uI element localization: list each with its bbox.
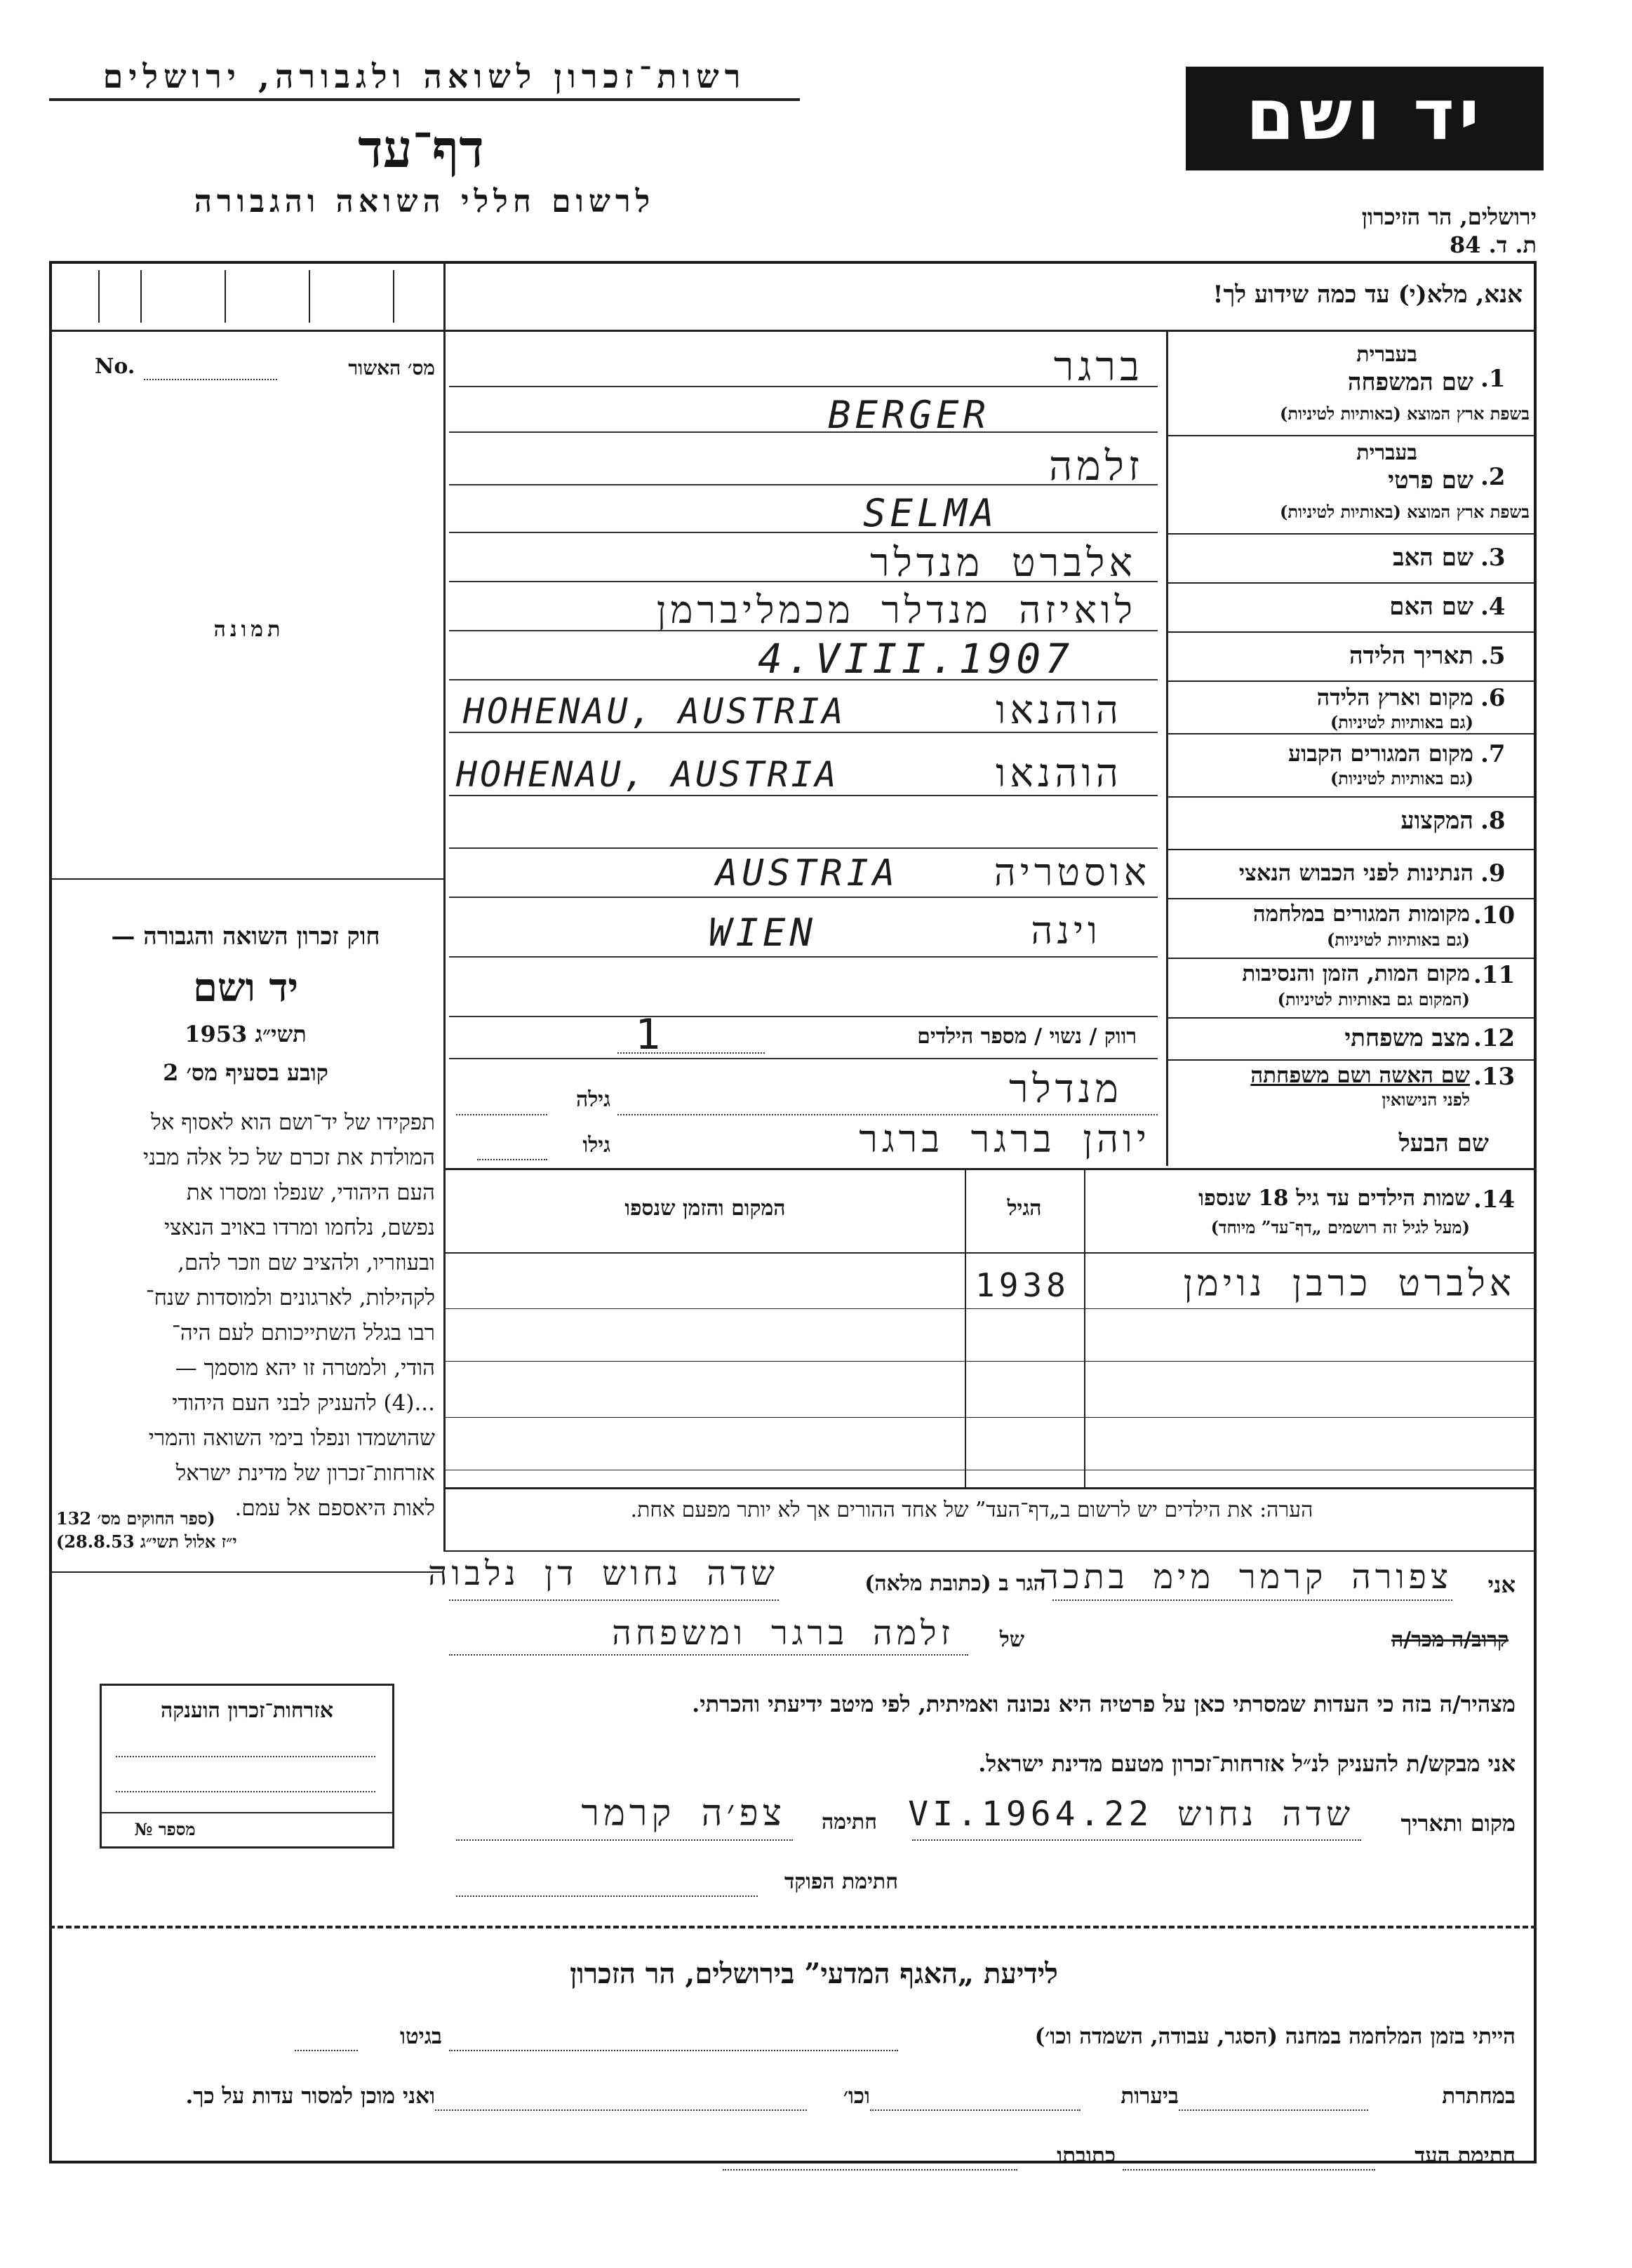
place-date-dots: [912, 1839, 1361, 1841]
wife-dots: [617, 1114, 1158, 1115]
value-line-2b: [449, 532, 1158, 533]
law-text: [56, 1105, 435, 1526]
citizenship-dots-1: [116, 1756, 375, 1757]
children-col-divider-2: [1084, 1170, 1085, 1487]
gilo-label: גילו: [582, 1133, 610, 1158]
label-sep-13: [1168, 1059, 1534, 1061]
field-7-sub: (גם באותיות לטיניות): [1330, 768, 1473, 789]
bottom-line2-dots-a: [1179, 2109, 1368, 2111]
field-1-num: 1.: [1480, 365, 1506, 393]
declarant-ani: אני: [1487, 1571, 1516, 1598]
field-9-label: הנתינות לפני הכבוש הנאצי: [1238, 859, 1473, 886]
bottom-line1-dots-b: [295, 2050, 358, 2051]
number-label: מספר №: [134, 1819, 196, 1839]
wartime-residence-latin: WIEN: [709, 911, 817, 955]
field-6-num: 6.: [1480, 684, 1506, 712]
field-12-num: 12.: [1473, 1024, 1516, 1052]
field-8-label: המקצוע: [1400, 807, 1473, 835]
label-sep-2: [1168, 435, 1534, 436]
field-12-label: מצב משפחתי: [1344, 1024, 1470, 1052]
left-panel-divider: [443, 261, 446, 1552]
notice-text: אנא, מלא(י) עד כמה שידוע לך!: [1212, 281, 1523, 309]
birthplace-hebrew: הוהנאו: [996, 687, 1123, 733]
request-text: אני מבקש/ת להעניק לנ״ל אזרחות־זכרון מטעם מדינת ישראל.: [978, 1750, 1516, 1777]
label-sep-11: [1168, 958, 1534, 959]
field-13-num: 13.: [1473, 1063, 1516, 1091]
birth-date: 4.VIII.1907: [758, 635, 1074, 683]
bottom-line2-c: וכו׳: [843, 2084, 870, 2109]
form-title: דף־עד: [358, 119, 484, 180]
bottom-line3-dots-a: [1123, 2169, 1375, 2170]
field-11-num: 11.: [1473, 961, 1516, 989]
field-10-num: 10.: [1473, 901, 1516, 930]
org-underline: [49, 98, 800, 101]
gila-dots: [456, 1114, 547, 1115]
bottom-line1-dots-a: [449, 2050, 898, 2051]
resides-label: הגר ב (כתובת מלאה): [864, 1571, 1045, 1596]
law-line: ובעוזריו, ולהציב שם וזכר להם,: [178, 1250, 435, 1275]
relation-dots: [449, 1654, 968, 1656]
field-13-sub: לפני הנישואין: [1382, 1089, 1470, 1110]
law-name: יד ושם: [192, 965, 299, 1011]
field-7-label: מקום המגורים הקבוע: [1288, 740, 1473, 767]
bottom-line1-b: בגיטו: [400, 2024, 442, 2049]
tick-box-2: [140, 270, 142, 323]
logo-text: יד ושם: [1245, 74, 1484, 156]
field-1-tag: בעברית: [1356, 342, 1417, 367]
relation-label: קרוב/ה מכר/ה: [1391, 1628, 1509, 1652]
field-2-num: 2.: [1480, 463, 1506, 491]
signature-label: חתימה: [822, 1810, 877, 1834]
field-4-label: שם האם: [1389, 593, 1473, 621]
tick-box-3: [225, 270, 226, 323]
gilo-dots: [477, 1159, 547, 1160]
law-line: רבו בגלל השתייכותם לעם היה־: [171, 1320, 435, 1346]
children-row-rule-1: [443, 1308, 1537, 1309]
declarant-name-dots: [1052, 1599, 1452, 1601]
label-sep-7: [1168, 733, 1534, 734]
field-2-label: שם פרטי: [1388, 467, 1473, 495]
firstname-latin: SELMA: [863, 491, 998, 535]
field-6-sub: (גם באותיות לטיניות): [1330, 712, 1473, 732]
father-name: אלברט מנדלר: [870, 540, 1137, 586]
law-line: לאות היאספם אל עמם.: [234, 1496, 435, 1521]
value-line-8: [449, 847, 1158, 849]
field-1-label: שם המשפחה: [1347, 368, 1473, 396]
children-note: הערה: את הילדים יש לרשום ב„דף־העד” של אחד ההורים אך לא יותר מפעם אחת.: [630, 1498, 1313, 1522]
field-10-label: מקומות המגורים במלחמה: [1252, 901, 1470, 927]
law-clause: קובע בסעיף מס׳ 2: [163, 1059, 328, 1086]
law-line: אזרחות־זכרון של מדינת ישראל: [175, 1461, 435, 1486]
children-table-bottom: [443, 1487, 1537, 1489]
field-4-num: 4.: [1480, 593, 1506, 621]
husband-name: יוהן ברגר ברגר: [859, 1117, 1151, 1161]
value-line-9: [449, 897, 1158, 898]
photo-box-bottom: [49, 878, 443, 880]
label-sep-5: [1168, 631, 1534, 633]
citizenship-title: אזרחות־זכרון הוענקה: [160, 1698, 334, 1723]
law-year: תשי״ג 1953: [185, 1021, 307, 1047]
field-5-label: תאריך הלידה: [1349, 642, 1473, 670]
wife-maiden-name: מנדלר: [1008, 1066, 1123, 1112]
age-header: הגיל: [1007, 1196, 1042, 1221]
po-box: ת. ד. 84: [1450, 232, 1537, 258]
field-13-label: שם האשה ושם משפחתה: [1250, 1063, 1470, 1088]
bottom-line2-a: במחתרת: [1442, 2084, 1516, 2109]
bottom-title: לידיעת „האגף המדעי” בירושלים, הר הזכרון: [570, 1957, 1058, 1990]
tick-box-5: [393, 270, 394, 323]
law-ref-2: י״ז אלול תשי״ג 28.8.53): [56, 1531, 237, 1552]
field-2-tag: בעברית: [1356, 441, 1417, 465]
law-line: הודי, ולמטרה זו יהא מוסמך —: [175, 1355, 435, 1381]
declare-text: מצהיר/ה בזה כי העדות שמסרתי כאן על פרטיה היא נכונה ואמיתית, לפי מיטב ידיעתי והכרתי.: [692, 1691, 1516, 1717]
label-sep-8: [1168, 796, 1534, 798]
law-ref-1: (ספר החוקים מס׳ 132: [56, 1508, 215, 1529]
org-line: רשות־זכרון לשואה ולגבורה, ירושלים: [102, 58, 747, 95]
value-line-12: [449, 1058, 1158, 1059]
mother-name: לואיזה מנדלר מכמליברמן: [656, 588, 1137, 632]
field-8-num: 8.: [1480, 807, 1506, 835]
bottom-line3-b: כתובתו: [1057, 2143, 1116, 2168]
field-14-num: 14.: [1473, 1186, 1516, 1214]
law-line: ...(4) להעניק לבני העם היהודי: [172, 1390, 435, 1416]
children-col-divider-1: [965, 1170, 966, 1487]
note-bottom-rule: [443, 1550, 1537, 1552]
field-9-num: 9.: [1480, 859, 1506, 887]
law-line: תפקידו של יד־ושם הוא לאסוף אל: [151, 1110, 435, 1135]
approval-label: מס׳ האשור: [348, 356, 435, 380]
field-7-num: 7.: [1480, 740, 1506, 768]
of-label: של: [999, 1628, 1024, 1652]
label-sep-10: [1168, 898, 1534, 899]
field-11-label: מקום המות, הזמן והנסיבות: [1242, 961, 1470, 986]
law-bottom-rule: [49, 1571, 443, 1573]
surname-hebrew: ברגר: [1053, 342, 1144, 390]
field-11-sub: (המקום גם באותיות לטיניות): [1277, 989, 1470, 1009]
residence-hebrew: הוהנאו: [996, 751, 1123, 796]
value-line-1b: [449, 431, 1158, 433]
signature-value: צפ׳ה קרמר: [581, 1792, 786, 1834]
children-header: שמות הילדים עד גיל 18 שנספו: [1198, 1186, 1470, 1211]
children-row-rule-3: [443, 1417, 1537, 1418]
label-sep-3: [1168, 533, 1534, 535]
no-label: No.: [95, 354, 135, 379]
field-2-sub: בשפת ארץ המוצא (באותיות לטיניות): [1280, 502, 1530, 522]
children-header-rule: [443, 1252, 1537, 1254]
place-date-value: שדה נחוש 22.VI.1964: [908, 1794, 1354, 1834]
officer-signature-label: חתימת הפוקד: [784, 1870, 898, 1894]
law-line: העם היהודי, שנפלו ומסרו את: [186, 1180, 435, 1205]
birthplace-latin: HOHENAU, AUSTRIA: [463, 691, 846, 732]
field-5-num: 5.: [1480, 642, 1506, 670]
children-count-dots: [617, 1052, 765, 1054]
firstname-hebrew: זלמה: [1048, 442, 1144, 490]
address-dots: [449, 1599, 779, 1601]
label-sep-14: [443, 1168, 1537, 1170]
field-1-sub: בשפת ארץ המוצא (באותיות לטיניות): [1280, 403, 1530, 424]
bottom-line1-a: הייתי בזמן המלחמה במחנה (הסגר, עבודה, השמדה וכו׳): [1034, 2024, 1516, 2049]
citizenship-box: [100, 1684, 394, 1848]
declarant-name: צפורה קרמר מימ בתכה: [1039, 1557, 1452, 1597]
bottom-line2-d: ואני מוכן למסור עדות על כך.: [185, 2084, 435, 2109]
children-count: 1: [635, 1010, 665, 1059]
nationality-hebrew: אוסטריה: [994, 850, 1151, 894]
form-subtitle: לרשום חללי השואה והגבורה: [194, 184, 655, 220]
bottom-line2-b: ביערות: [1121, 2084, 1179, 2109]
field-3-label: שם האב: [1393, 544, 1473, 572]
bottom-line3-dots-b: [723, 2169, 1017, 2170]
citizenship-number-divider: [102, 1812, 392, 1813]
child-1-age: 1938: [975, 1266, 1070, 1304]
address: ירושלים, הר הזיכרון: [1361, 203, 1537, 230]
place-header: המקום והזמן שנספו: [624, 1196, 786, 1221]
officer-dots: [456, 1895, 758, 1897]
residence-latin: HOHENAU, AUSTRIA: [456, 754, 839, 795]
no-dots: [144, 379, 277, 380]
children-header-sub: (מעל לגיל זה רושמים „דף־עד” מיוחד): [1210, 1217, 1470, 1237]
law-line: שהושמדו ונפלו בימי השואה והמרי: [148, 1425, 435, 1451]
value-line-11: [449, 1016, 1158, 1017]
bottom-line3-a: חתימת העד: [1414, 2143, 1516, 2168]
tick-box-4: [309, 270, 310, 323]
field-3-num: 3.: [1480, 544, 1506, 572]
bottom-line2-dots-c: [435, 2109, 807, 2111]
husband-label: שם הבעל: [1398, 1129, 1489, 1158]
photo-label: תמונה: [213, 617, 285, 642]
label-column-divider: [1166, 331, 1168, 1166]
label-sep-12: [1168, 1017, 1534, 1019]
label-sep-9: [1168, 849, 1534, 850]
yad-vashem-logo: [1186, 67, 1544, 170]
field-10-sub: (גם באותיות לטיניות): [1326, 930, 1470, 950]
law-line: המולדת את זכרם של כל אלה מבני: [142, 1145, 435, 1170]
label-sep-4: [1168, 582, 1534, 584]
label-sep-6: [1168, 680, 1534, 682]
children-row-rule-2: [443, 1361, 1537, 1362]
law-line: נפשם, נלחמו ומרדו באויב הנאצי: [164, 1215, 435, 1240]
gila-label: גילה: [575, 1087, 610, 1112]
place-date-label: מקום ותאריך: [1400, 1810, 1516, 1837]
field-6-label: מקום וארץ הלידה: [1316, 684, 1473, 711]
nationality-latin: AUSTRIA: [716, 852, 899, 894]
relation-value: זלמה ברגר ומשפחה: [612, 1613, 954, 1653]
signature-dots: [456, 1839, 793, 1841]
tick-box-1: [98, 270, 100, 323]
value-line-10: [449, 956, 1158, 958]
marital-status-options: רווק / נשוי / מספר הילדים: [917, 1024, 1137, 1049]
surname-latin: BERGER: [828, 393, 991, 437]
bottom-line2-dots-b: [870, 2109, 1081, 2111]
wartime-residence-hebrew: וינה: [1031, 908, 1102, 953]
child-1-name: אלברט כרבן נוימן: [1183, 1263, 1516, 1305]
law-line: לקהילות, לארגונים ולמוסדות שנח־: [145, 1285, 435, 1310]
law-title: חוק זכרון השואה והגבורה —: [111, 922, 380, 951]
notice-row-bottom: [49, 330, 1537, 332]
citizenship-dots-2: [116, 1791, 375, 1792]
declarant-address: שדה נחוש דן נלבוה: [427, 1554, 779, 1593]
tear-line: [49, 1926, 1537, 1928]
